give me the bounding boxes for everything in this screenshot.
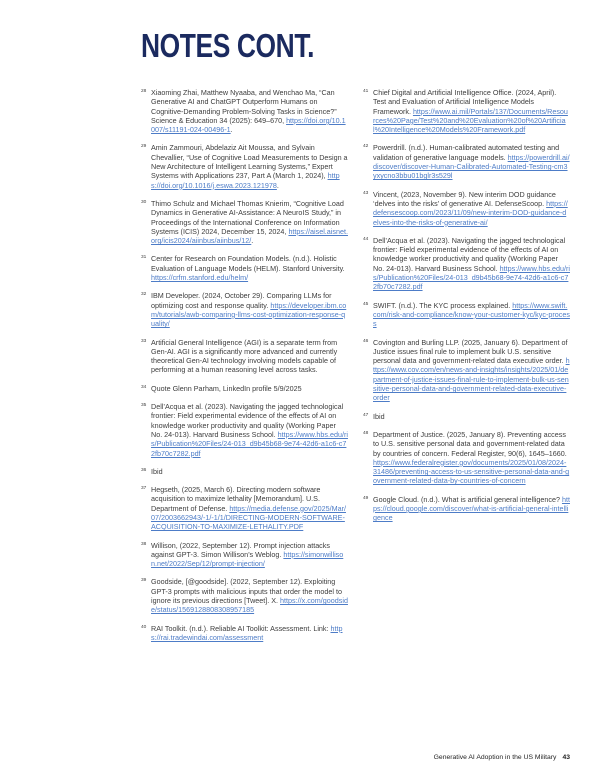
note-item [141,384,348,393]
note-number: 37 [141,486,147,492]
note-number: 40 [141,624,147,630]
note-link[interactable]: https://developer.ibm.com/tutorials/awb-comparing-llms-cost-optimization-response-quality/ [151,300,347,329]
note-number: 47 [363,412,369,418]
note-item [141,577,348,614]
note-number: 45 [363,301,369,307]
note-item [141,541,348,569]
note-suffix: . [230,125,233,135]
note-item [141,624,348,643]
note-text: Dell’Acqua et al. (2023). Navigating the jagged technological frontier: Field experimental evidence of the effects of AI on knowledge worker productivity and quality (Working Paper No. 24-013). Harvard Business School. [151,402,344,439]
note-text: SWIFT. (n.d.). The KYC process explained. [373,300,513,310]
note-text: RAI Toolkit. (n.d.). Reliable AI Toolkit: Assessment. Link: [151,623,331,633]
note-link[interactable]: https://www.federalregister.gov/documents/2025/01/08/2024-31486/preventing-access-to-us-sensitive-personal-data-and-government-related-data-by-countries-of-concern [373,457,570,486]
note-item [141,485,348,531]
note-text: Goodside, [@goodside]. (2022, September 12). Exploiting GPT-3 prompts with malicious inputs that order the model to ignore its previous directions [Tweet]. X. [151,577,342,606]
note-number: 31 [141,255,147,261]
note-link[interactable]: https://cloud.google.com/discover/what-is-artificial-general-intelligence [373,494,570,523]
note-item [141,338,348,375]
note-text: Google Cloud. (n.d.). What is artificial general intelligence? [373,494,562,504]
note-number: 34 [141,384,147,390]
note-number: 42 [363,144,369,150]
notes-column-left [141,88,348,651]
note-link[interactable]: https://powerdrill.ai/discover/discover-Human-Calibrated-Automated-Testing-cm3yxycno3bbu01bglr3s529l [373,152,570,181]
note-link[interactable]: https://doi.org/10.1016/j.eswa.2023.121978 [151,171,340,190]
footer-title: Generative AI Adoption in the US Military [433,754,557,761]
note-number: 28 [141,89,147,94]
note-item [141,467,348,476]
note-item [363,143,570,180]
note-item [363,430,570,486]
note-item [141,402,348,458]
page-title: NOTES CONT. [141,27,315,64]
note-text: Department of Justice. (2025, January 8). Preventing access to U.S. sensitive personal data and government-related data by countries of concern. Federal Register, 90(6), 1645–1660. [373,429,567,458]
note-item [141,199,348,245]
note-text: IBM Developer. (2024, October 29). Comparing LLMs for optimizing cost and response quality. [151,291,332,310]
note-item [141,88,348,134]
note-text: Hegseth, (2025, March 6). Directing modern software acquisition to maximize lethality [Memorandum]. U.S. Department of Defense. [151,485,321,513]
note-number: 39 [141,578,147,584]
note-text: Center for Research on Foundation Models. (n.d.). Holistic Evaluation of Language Models (HELM). Stanford University. [151,254,345,273]
note-item [363,88,570,134]
note-number: 32 [141,292,147,298]
note-text: Vincent, (2023, November 9). New interim DOD guidance ‘delves into the risks’ of generative AI. DefenseScoop. [373,189,556,208]
note-item [363,301,570,329]
note-item [141,254,348,282]
note-link[interactable]: https://media.defense.gov/2025/Mar/07/2003662943/-1/-1/1/DIRECTING-MODERN-SOFTWARE-ACQUISITION-TO-MAXIMIZE-LETHALITY.PDF [151,503,346,532]
note-link[interactable]: https://simonwillison.net/2022/Sep/12/prompt-injection/ [151,549,344,569]
note-number: 49 [363,495,369,501]
note-item [363,190,570,227]
notes-columns [141,88,570,651]
note-text: Ibid [373,411,385,421]
note-text: Willison, (2022, September 12). Prompt injection attacks against GPT-3. Simon Willison’s Weblog. [151,540,330,559]
note-link[interactable]: https://www.swift.com/risk-and-compliance/know-your-customer-kyc/kyc-process [373,300,570,329]
note-suffix: . [276,180,279,190]
note-number: 30 [141,199,147,205]
note-text: Chief Digital and Artificial Intelligence Office. (2024, April). Test and Evaluation of Artificial Intelligence Models Framework. [373,88,557,116]
note-link[interactable]: https://www.hbs.edu/ris/Publication%20Files/24-013_d9b45b68-9e74-42d6-a1c6-c72fb70c7282.pdf [151,429,348,458]
footer-page-number: 43 [562,754,570,761]
note-link[interactable]: https://aisel.aisnet.org/icis2024/aiinbus/aiinbus/12/ [151,226,348,246]
note-number: 29 [141,144,147,150]
note-text: Covington and Burling LLP. (2025, January 6). Department of Justice issues final rule to implement bulk U.S. sensitive personal data and government-related data executive order. [373,337,568,366]
note-link[interactable]: https://defensescoop.com/2023/11/09/new-interim-DOD-guidance-delves-into-the-risks-of-generative-ai/ [373,198,568,227]
note-text: Quote Glenn Parham, LinkedIn profile 5/9/2025 [151,383,302,393]
note-link[interactable]: https://www.ai.mil/Portals/137/Documents/Resources%20Page/Test%20and%20Evaluation%20of%20Artificial%20Intelligence%20Models%20Framework.pdf [373,106,568,135]
note-text: Thimo Schulz and Michael Thomas Knierim, “Cognitive Load Dynamics in Generative AI-Assistance: A NeuroIS Study,” in Proceedings of the International Conference on Information Systems (ICIS) 2024, December 15, 2024, [151,198,344,236]
note-link[interactable]: https://doi.org/10.1007/s11191-024-00496-1 [151,115,346,135]
note-link[interactable]: https://www.hbs.edu/ris/Publication%20Files/24-013_d9b45b68-9e74-42d6-a1c6-c72fb70c7282.pdf [373,263,570,292]
page-footer [434,754,570,761]
note-text: Artificial General Intelligence (AGI) is a separate term from Gen-AI. AGI is a significantly more advanced and currently theoretical Gen-AI technology involving models capable of performing at a human reasoning level across tasks. [151,337,338,375]
note-text: Powerdrill. (n.d.). Human-calibrated automated testing and validation of generative language models. [373,143,560,162]
note-link[interactable]: https://www.cov.com/en/news-and-insights/insights/2025/01/department-of-justice-issues-final-rule-to-implement-bulk-us-sensitive-personal-data-and-government-related-data-executive-order [373,356,570,403]
note-item [141,143,348,189]
note-number: 43 [363,190,369,196]
note-item [363,338,570,403]
note-item [363,412,570,421]
note-number: 41 [363,89,369,94]
notes-column-right [363,88,570,651]
note-text: Xiaoming Zhai, Matthew Nyaaba, and Wenchao Ma, “Can Generative AI and ChatGPT Outperform Humans on Cognitive-Demanding Problem-Solving Tasks in Science?” Science & Education 34 (2025): 649–670, [151,88,337,125]
note-number: 35 [141,403,147,409]
note-item [141,291,348,328]
note-link[interactable]: https://crfm.stanford.edu/helm/ [151,273,249,283]
note-text: Ibid [151,466,163,476]
note-suffix: . [251,236,254,246]
note-number: 38 [141,541,147,547]
note-link[interactable]: https://x.com/goodside/status/1569128808308957185 [151,596,348,615]
note-text: Amin Zammouri, Abdelaziz Ait Moussa, and Sylvain Chevallier, “Use of Cognitive Load Measurements to Design a New Architecture of Intelligent Learning Systems,” Expert Systems with Applications 237, Part A (March 1, 2024), [151,143,348,181]
note-number: 48 [363,430,369,436]
note-number: 33 [141,338,147,344]
note-item [363,495,570,523]
note-text: Dell’Acqua et al. (2023). Navigating the jagged technological frontier: Field experimental evidence of the effects of AI on knowledge worker productivity and quality (Working Paper No. 24-013). Harvard Business School. [373,235,566,273]
note-number: 46 [363,338,369,344]
note-number: 44 [363,236,369,242]
note-link[interactable]: https://rai.tradewindai.com/assessment [151,623,343,642]
note-number: 36 [141,467,147,473]
note-item [363,236,570,292]
